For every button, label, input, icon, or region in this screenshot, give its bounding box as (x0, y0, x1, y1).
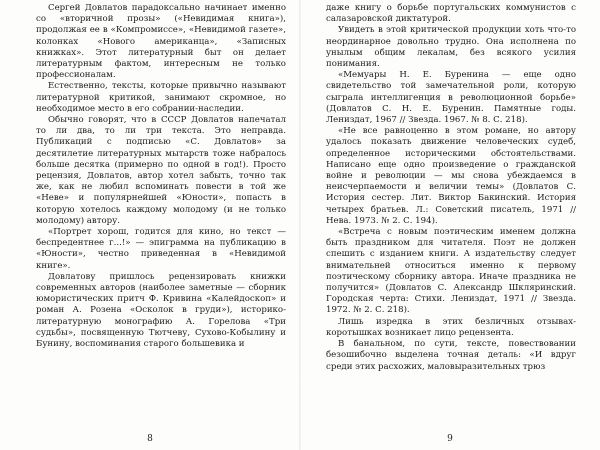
right-paragraph-1: даже книгу о борьбе португальских коммунистов с салазаровской диктатурой. (326, 3, 576, 25)
left-page-number: 8 (147, 434, 153, 444)
right-page (300, 0, 600, 450)
right-paragraph-5: «Встреча с новым поэтическим именем должна быть праздником для читателя. Поэт не должен спешить с изданием книги. А издательству следует внимательней относиться именно к первому поэтическому сборнику автора. Иначе праздника не получится» (Довлатов С. Александр Шкляринский. Городская черта: Стихи. Лениздат, 1971 // Звезда. 1972. № 2. С. 218). (326, 227, 576, 316)
right-paragraph-7: В банальном, по сути, тексте, повествовании безошибочно выделена точная деталь: «И вдруг среди этих расхожих, маловыразительных трюз (326, 339, 576, 372)
right-paragraph-4: «Не все равноценно в этом романе, но автору удалось показать движение человеческих судеб, определенное историческими обстоятельствами. Написано еще одно произведение о гражданской войне и революции — мы снова убеждаемся в неисчерпаемости и величии темы» (Довлатов С. История сестер. Лит. Виктор Бакинский. История четырех братьев. Л.: Советский писатель, 1971 // Нева. 1973. № 2. С. 194). (326, 126, 576, 226)
left-paragraph-2: Естественно, тексты, которые привычно называют литературной критикой, занимают скромное, но необходимое место в его собрании-наследии. (36, 81, 286, 114)
left-paragraph-1: Сергей Довлатов парадоксально начинает именно со «вторичной прозы» («Невидимая книга»), продолжая ее в «Компромиссе», «Невидимой газете», колонках «Нового американца», «Записных книжках». Этот литературный быт он делает литературным фактом, интересным не только профессионалам. (36, 3, 286, 81)
left-paragraph-3: Обычно говорят, что в СССР Довлатов напечатал то ли два, то ли три текста. Это неправда. Публикаций с подписью «С. Довлатов» за десятилетие литературных мытарств тоже набралось больше десятка (примерно по одной в год!). Просто рецензия, Довлатов, автор хотел забыть, точно так же, как не любил вспоминать повести в той же «Неве» и популярнейшей «Юности», попасть в которую хотелось каждому молодому (и не только молодому) автору. (36, 115, 286, 226)
right-page-number: 9 (447, 434, 453, 444)
right-paragraph-3: «Мемуары Н. Е. Буренина — еще одно свидетельство той замечательной роли, которую сыграла интеллигенция в революционной борьбе» (Довлатов С. Н. Е. Буренин. Памятные годы. Лениздат, 1967 // Звезда. 1967. № 8. С. 218). (326, 70, 576, 126)
right-paragraph-6: Лишь изредка в этих безличных отзывах-коротышках возникает лицо рецензента. (326, 316, 576, 338)
left-paragraph-5: Довлатову пришлось рецензировать книжки современных авторов (наиболее заметные — сборник юмористических притч Ф. Кривина «Калейдоскоп» и роман А. Розена «Осколок в груди»), историко-литературную монографию А. Горелова «Три судьбы», посвященную Тютчеву, Сухово-Кобылину и Бунину, воспоминания старого большевика и (36, 271, 286, 350)
right-paragraph-2: Увидеть в этой критической продукции хоть что-то неординарное довольно трудно. Она исполнена по унылым общим лекалам, без всякого усилия понимания. (326, 25, 576, 70)
left-paragraph-4: «Портрет хорош, годится для кино, но текст — беспредентнее г...!» — эпиграмма на публикацию в «Юности», честно приведенная в «Невидимой книге». (36, 227, 286, 271)
